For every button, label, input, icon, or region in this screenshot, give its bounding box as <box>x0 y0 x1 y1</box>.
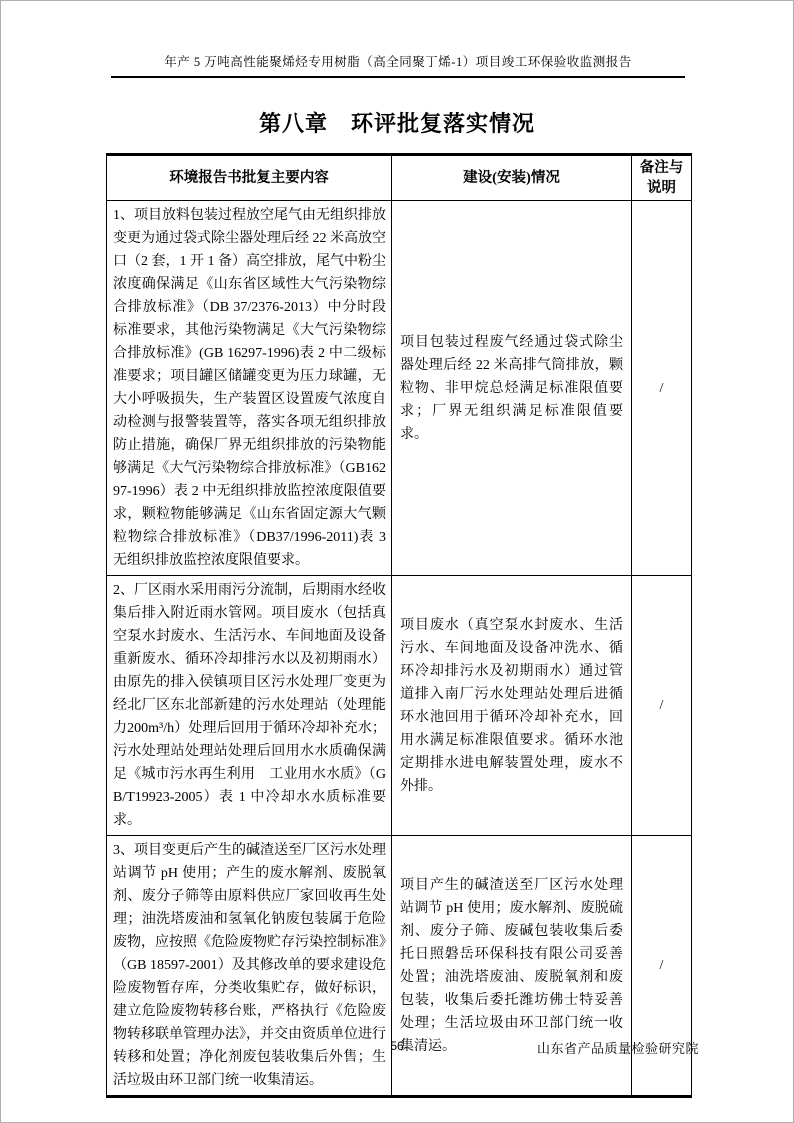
table-row <box>107 576 692 836</box>
footer-organization: 山东省产品质量检验研究院 <box>536 1041 699 1056</box>
remark-cell-1: / <box>632 201 692 576</box>
approval-content-cell-2: 2、厂区雨水采用雨污分流制，后期雨水经收集后排入附近雨水管网。项目废水（包括真空泵水封废水、生活污水、车间地面及设备重新废水、循环冷却排污水以及初期雨水）由原先的排入侯镇项目区污水处理厂变更为经北厂区东北部新建的污水处理站（处理能力200m³/h）处理后回用于循环冷却补充水；污水处理站处理站处理后回用水水质确保满足《城市污水再生利用 工业用水水质》（GB/T19923-2005）表 1 中冷却水水质标准要求。 <box>107 576 392 836</box>
approval-content-cell-1: 1、项目放料包装过程放空尾气由无组织排放变更为通过袋式除尘器处理后经 22 米高放空口（2 套，1 开 1 备）高空排放，尾气中粉尘浓度确保满足《山东省区域性大气污染物综合排放标准》（DB 37/2376-2013）中分时段标准要求，其他污染物满足《大气污染物综合排放标准》(GB 16297-1996)表 2 中二级标准要求；项目罐区储罐变更为压力球罐，无大小呼吸损失，生产装置区设置废气浓度自动检测与报警装置等，落实各项无组织排放防止措施，确保厂界无组织排放的污染物能够满足《大气污染物综合排放标准》（GB16297-1996）表 2 中无组织排放监控浓度限值要求，颗粒物能够满足《山东省固定源大气颗粒物综合排放标准》（DB37/1996-2011)表 3 无组织排放监控浓度限值要求。 <box>107 201 392 576</box>
footer-page-number: 56 <box>390 1039 404 1053</box>
column-header-construction-status: 建设(安装)情况 <box>392 155 632 201</box>
construction-status-cell-3: 项目产生的碱渣送至厂区污水处理站调节 pH 使用；废水解剂、废脱硫剂、废分子筛、废碱包装收集后委托日照磐岳环保科技有限公司妥善处置；油洗塔废油、废脱氧剂和废包装，收集后委托潍坊佛士特妥善处理；生活垃圾由环卫部门统一收集清运。 <box>392 836 632 1097</box>
table-header-row <box>107 155 692 201</box>
construction-status-cell-2: 项目废水（真空泵水封废水、生活污水、车间地面及设备冲洗水、循环冷却排污水及初期雨水）通过管道排入南厂污水处理站处理后进循环水池回用于循环冷却补充水，回用水满足标准限值要求。循环水池定期排水进电解装置处理，废水不外排。 <box>392 576 632 836</box>
table-row <box>107 201 692 576</box>
document-header: 年产 5 万吨高性能聚烯烃专用树脂（高全同聚丁烯-1）项目竣工环保验收监测报告 <box>111 52 685 78</box>
approval-implementation-table <box>106 153 692 1098</box>
chapter-title: 第八章 环评批复落实情况 <box>258 111 535 136</box>
column-header-remarks: 备注与说明 <box>632 155 692 201</box>
table-row <box>107 836 692 1097</box>
remark-cell-2: / <box>632 576 692 836</box>
remark-cell-3: / <box>632 836 692 1097</box>
column-header-approval-content: 环境报告书批复主要内容 <box>107 155 392 201</box>
approval-content-cell-3: 3、项目变更后产生的碱渣送至厂区污水处理站调节 pH 使用；产生的废水解剂、废脱氧剂、废分子筛等由原料供应厂家回收再生处理；油洗塔废油和氢氧化钠废包装属于危险废物，应按照《危险废物贮存污染控制标准》（GB 18597-2001）及其修改单的要求建设危险废物暂存库，分类收集贮存，做好标识，建立危险废物转移台账，严格执行《危险废物转移联单管理办法》，并交由资质单位进行转移和处置；净化剂废包装收集后外售；生活垃圾由环卫部门统一收集清运。 <box>107 836 392 1097</box>
construction-status-cell-1: 项目包装过程废气经通过袋式除尘器处理后经 22 米高排气筒排放，颗粒物、非甲烷总烃满足标准限值要求；厂界无组织满足标准限值要求。 <box>392 201 632 576</box>
